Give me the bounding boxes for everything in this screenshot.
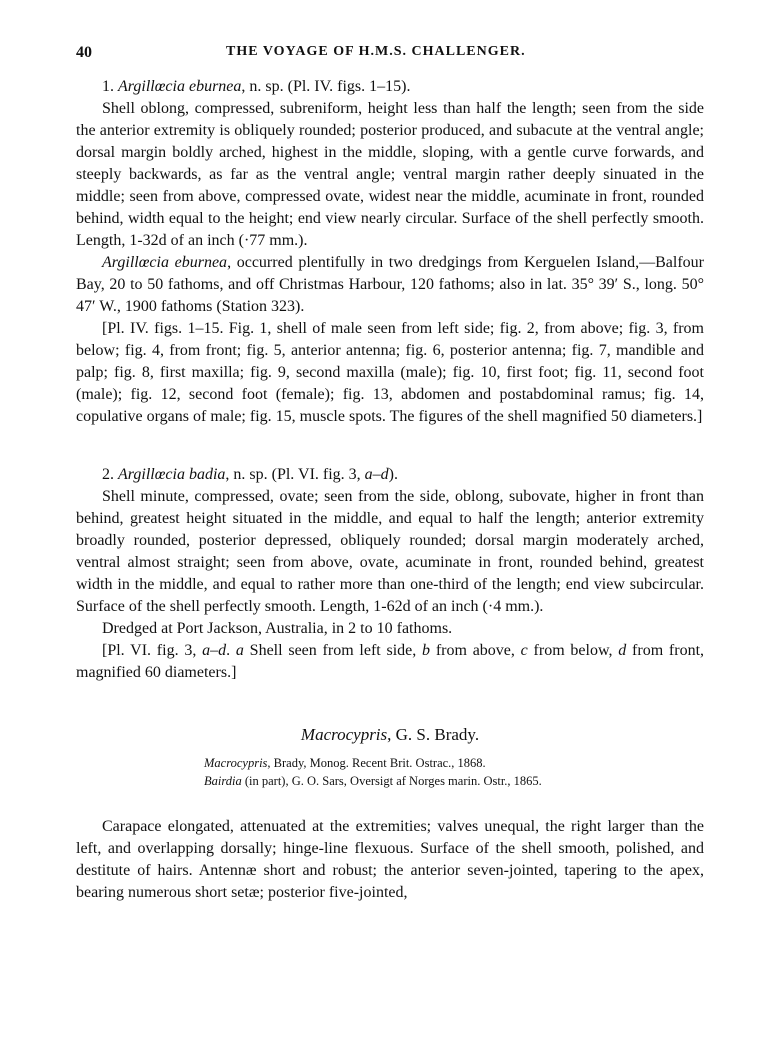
species-1-description: Shell oblong, compressed, subreniform, height less than half the length; seen from the side the anterior extremity is obliquely rounded; posterior produced, and subacute at the ventral angle; dorsal margin boldly arched, highest in the middle, sloping, with a gentle curve forwards, and steeply backwards, as far as the ventral angle; ventral margin rather deeply sinuated in the middle; seen from above, compressed ovate, widest near the middle, acuminate in front, rounded behind, width equal to the height; end view nearly circular. Surface of the shell perfectly smooth. Length, 1-32d of an inch (·77 mm.). [76,100,704,249]
synonym-2: Bairdia (in part), G. O. Sars, Oversigt af Norges marin. Ostr., 1865. [204,774,542,788]
species-1-name: Argillœcia eburnea [118,78,242,95]
species-1-heading: 1. Argillœcia eburnea, n. sp. (Pl. IV. figs. 1–15). [102,78,411,95]
species-1-plate-explanation: [Pl. IV. figs. 1–15. Fig. 1, shell of male seen from left side; fig. 2, from above; fig. 3, from below; fig. 4, from front; fig. 5, anterior antenna; fig. 6, posterior antenna; fig. 7, mandible and palp; fig. 8, first maxilla; fig. 9, second maxilla (male); fig. 10, first foot; fig. 11, second foot (male); fig. 12, second foot (female); fig. 13, abdomen and postabdominal ramus; fig. 14, copulative organs of male; fig. 15, muscle spots. The figures of the shell magnified 50 diameters.] [76,320,704,425]
page [76,40,704,904]
species-2-description: Shell minute, compressed, ovate; seen from the side, oblong, subovate, higher in front than behind, greatest height situated in the middle, and equal to half the length; anterior extremity broadly rounded, posterior depressed, obliquely rounded; dorsal margin moderately arched, ventral almost straight; seen from above, ovate, acuminate in front, rounded behind, greatest width in the middle, and equal to rather more than one-third of the length; end view subcircular. Surface of the shell perfectly smooth. Length, 1-62d of an inch (·4 mm.). [76,488,704,615]
species-1-occurrence: Argillœcia eburnea, occurred plentifully in two dredgings from Kerguelen Island,—Balfour Bay, 20 to 50 fathoms, and off Christmas Harbour, 120 fathoms; also in lat. 35° 39′ S., long. 50° 47′ W., 1900 fathoms (Station 323). [76,254,704,315]
genus-name: Macrocypris [300,725,388,744]
synonym-1: Macrocypris, Brady, Monog. Recent Brit. Ostrac., 1868. [204,756,486,770]
running-head: THE VOYAGE OF H.M.S. CHALLENGER. [226,44,526,59]
genus-description: Carapace elongated, attenuated at the extremities; valves unequal, the right larger than the left, and overlapping dorsally; hinge-line flexuous. Surface of the shell smooth, polished, and destitute of hairs. Antennæ short and robust; the anterior seven-jointed, tapering to the apex, bearing numerous short setæ; posterior five-jointed, [76,818,704,901]
page-number: 40 [76,44,92,61]
genus-heading: Macrocypris, G. S. Brady. [300,725,480,744]
page-header [76,40,704,64]
species-2-plate-explanation: [Pl. VI. fig. 3, a–d. a Shell seen from left side, b from above, c from below, d from front, magnified 60 diameters.] [76,642,705,681]
species-2-locality: Dredged at Port Jackson, Australia, in 2 to 10 fathoms. [102,620,453,637]
species-2-name: Argillœcia badia [118,466,226,483]
species-2-heading: 2. Argillœcia badia, n. sp. (Pl. VI. fig. 3, a–d). [102,466,398,483]
